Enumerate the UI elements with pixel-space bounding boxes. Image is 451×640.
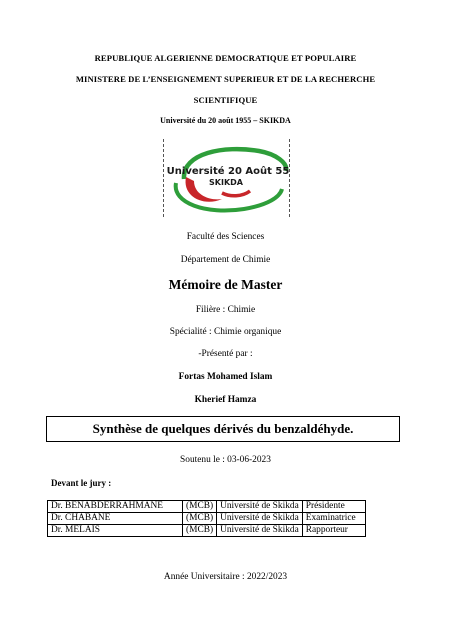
republic-header: REPUBLIQUE ALGERIENNE DEMOCRATIQUE ET POPULAIRE bbox=[94, 53, 357, 63]
jury-institution: Université de Skikda bbox=[217, 513, 303, 525]
table-row bbox=[48, 501, 366, 513]
faculty-name: Faculté des Sciences bbox=[186, 232, 265, 242]
defense-date: Soutenu le : 03-06-2023 bbox=[180, 455, 271, 465]
jury-role: Rapporteur bbox=[302, 525, 365, 537]
jury-institution: Université de Skikda bbox=[217, 501, 303, 513]
ministry-header: MINISTERE DE L’ENSEIGNEMENT SUPERIEUR ET DE LA RECHERCHE bbox=[75, 74, 376, 84]
jury-rank: (MCB) bbox=[183, 513, 217, 525]
jury-role: Présidente bbox=[302, 501, 365, 513]
table-row bbox=[48, 525, 366, 537]
ministry-header-continued: SCIENTIFIQUE bbox=[193, 95, 258, 105]
filiere: Filière : Chimie bbox=[195, 305, 256, 315]
jury-name: Dr. MELAIS bbox=[48, 525, 183, 537]
university-logo-frame bbox=[163, 139, 290, 217]
department-name: Département de Chimie bbox=[180, 255, 271, 265]
jury-table bbox=[47, 500, 366, 537]
jury-institution: Université de Skikda bbox=[217, 525, 303, 537]
jury-label: Devant le jury : bbox=[51, 478, 112, 488]
university-logo bbox=[164, 139, 289, 217]
academic-year: Année Universitaire : 2022/2023 bbox=[163, 572, 288, 582]
university-name: Université du 20 août 1955 – SKIKDA bbox=[160, 116, 291, 125]
specialite: Spécialité : Chimie organique bbox=[169, 327, 282, 337]
jury-rank: (MCB) bbox=[183, 501, 217, 513]
table-row bbox=[48, 513, 366, 525]
logo-text-line2: SKIKDA bbox=[209, 178, 243, 187]
jury-rank: (MCB) bbox=[183, 525, 217, 537]
logo-text-line1: Université 20 Août 55 bbox=[166, 166, 289, 177]
jury-name: Dr. CHABANE bbox=[48, 513, 183, 525]
author-1: Fortas Mohamed Islam bbox=[178, 372, 273, 382]
jury-role: Examinatrice bbox=[302, 513, 365, 525]
thesis-title: Synthèse de quelques dérivés du benzaldéhyde. bbox=[92, 421, 354, 436]
author-2: Kherief Hamza bbox=[194, 395, 257, 405]
thesis-title-box bbox=[46, 416, 400, 442]
document-type: Mémoire de Master bbox=[168, 277, 283, 292]
jury-name: Dr. BENABDERRAHMANE bbox=[48, 501, 183, 513]
presented-by-label: -Présenté par : bbox=[198, 349, 253, 359]
